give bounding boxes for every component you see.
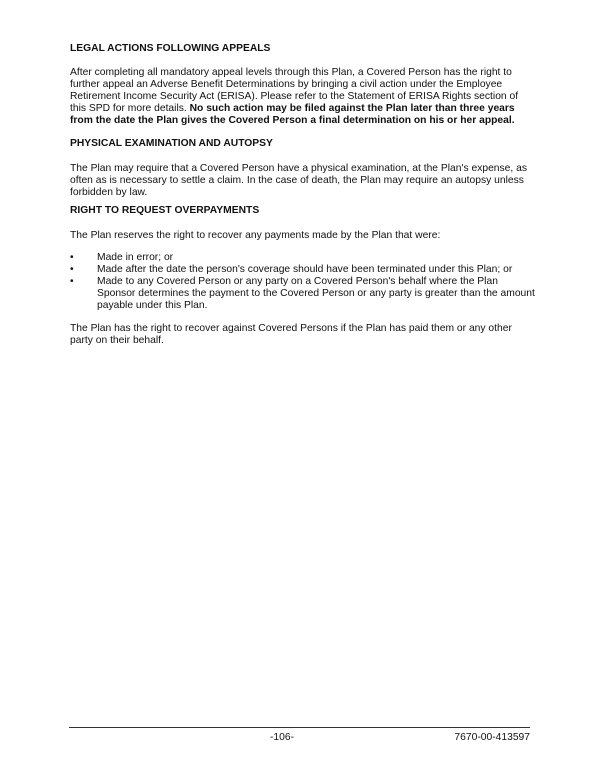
paragraph-text: After completing all mandatory appeal levels through this Plan, a Covered Person has the right to further appeal an Adverse Benefit Determinations by bringing a civil action under the Employee Retirement Income Security Act (ERISA). Please refer to the Statement of ERISA Rights section of this SPD for more details. — [70, 67, 519, 114]
paragraph: The Plan may require that a Covered Person have a physical examination, at the Plan's expense, as often as is necessary to settle a claim. In the case of death, the Plan may require an autopsy unless forbidden by law. — [70, 163, 528, 198]
paragraph: The Plan reserves the right to recover any payments made by the Plan that were: — [70, 230, 441, 241]
page-number: -106- — [270, 732, 295, 743]
list-item-text: Made to any Covered Person or any party on a Covered Person's behalf where the Plan Sponsor determines the payment to the Covered Person or any party is greater than the amount payable under this Plan. — [97, 276, 535, 311]
bullet-icon: • — [70, 252, 74, 263]
list-item — [70, 264, 535, 276]
section-heading: RIGHT TO REQUEST OVERPAYMENTS — [70, 205, 260, 216]
document-id: 7670-00-413597 — [454, 732, 530, 743]
paragraph — [70, 67, 535, 127]
list-item — [70, 252, 535, 264]
paragraph: The Plan has the right to recover against Covered Persons if the Plan has paid them or any other party on their behalf. — [70, 323, 512, 346]
section-legal-actions — [70, 43, 535, 127]
bold-text: No such action may be filed against the Plan later than three years from the date the Plan gives the Covered Person a final determination on his or her appeal. — [70, 103, 515, 126]
list-item-text: Made after the date the person's coverage should have been terminated under this Plan; or — [97, 264, 513, 275]
footer-divider — [69, 727, 530, 728]
bullet-icon: • — [70, 276, 74, 287]
list-item — [70, 276, 535, 312]
section-physical-exam — [70, 138, 535, 199]
section-overpayments — [70, 205, 535, 347]
section-heading: PHYSICAL EXAMINATION AND AUTOPSY — [70, 138, 273, 149]
bullet-list — [70, 252, 535, 312]
section-heading: LEGAL ACTIONS FOLLOWING APPEALS — [70, 43, 271, 54]
bullet-icon: • — [70, 264, 74, 275]
list-item-text: Made in error; or — [97, 252, 174, 263]
